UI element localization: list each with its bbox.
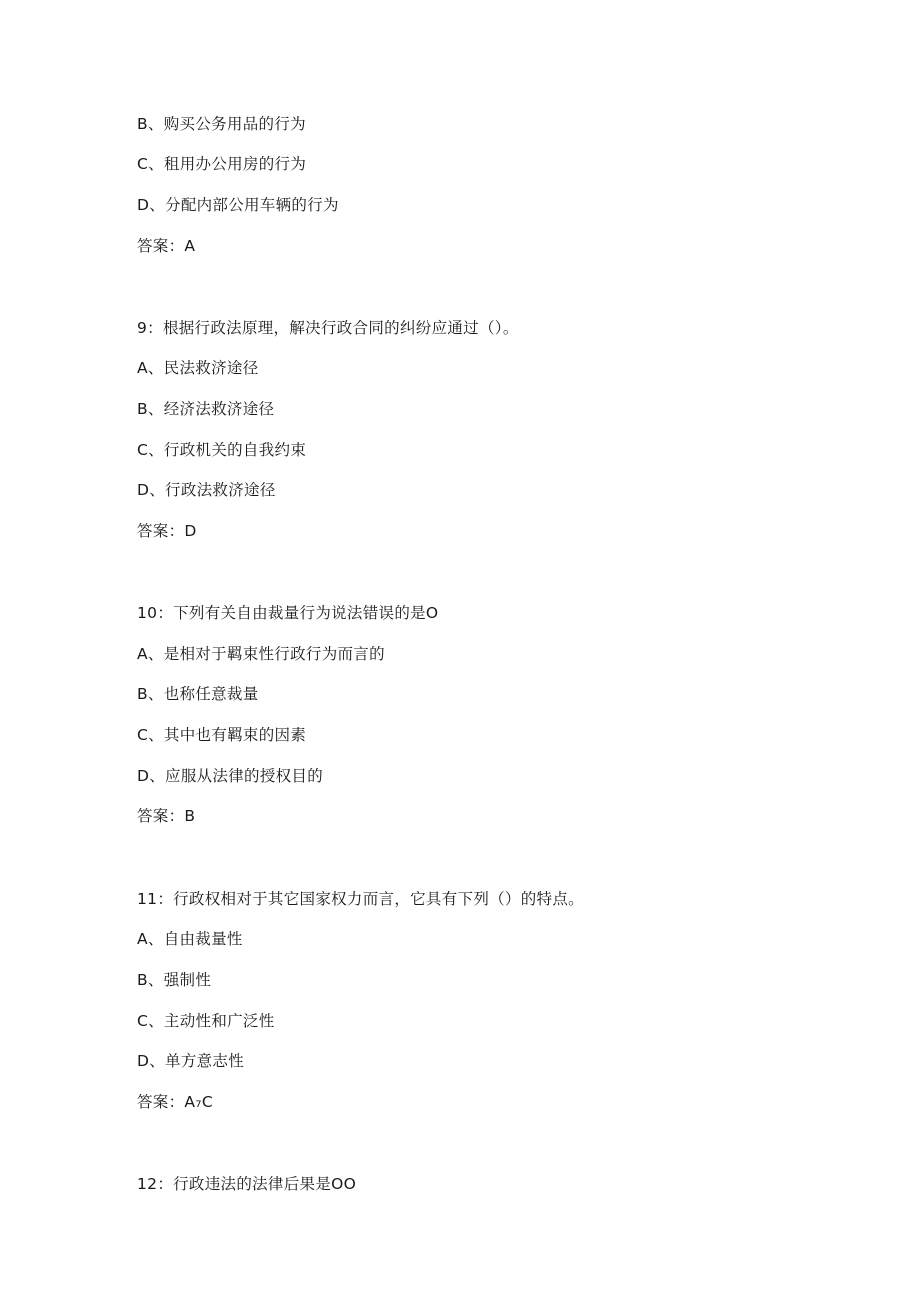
option-c-q10: C、其中也有羁束的因素: [137, 726, 307, 744]
option-a-q11: A、自由裁量性: [137, 930, 243, 948]
option-b-q9: B、经济法救济途径: [137, 400, 275, 418]
option-c-q8: C、租用办公用房的行为: [137, 155, 307, 173]
answer-q8: 答案：A: [137, 237, 196, 255]
answer-q10: 答案：B: [137, 807, 196, 825]
option-d-q11: D、单方意志性: [137, 1052, 245, 1070]
option-b-q11: B、强制性: [137, 971, 212, 989]
option-c-q9: C、行政机关的自我约束: [137, 441, 307, 459]
option-d-q8: D、分配内部公用车辆的行为: [137, 196, 339, 214]
option-d-q9: D、行政法救济途径: [137, 481, 276, 499]
answer-q9: 答案：D: [137, 522, 197, 540]
question-11: 11：行政权相对于其它国家权力而言，它具有下列（）的特点。: [137, 890, 584, 908]
option-a-q10: A、是相对于羁束性行政行为而言的: [137, 645, 385, 663]
option-d-q10: D、应服从法律的授权目的: [137, 767, 324, 785]
option-a-q9: A、民法救济途径: [137, 359, 259, 377]
question-10: 10：下列有关自由裁量行为说法错误的是O: [137, 604, 439, 622]
option-c-q11: C、主动性和广泛性: [137, 1012, 275, 1030]
question-12: 12：行政违法的法律后果是OO: [137, 1175, 357, 1193]
option-b-q10: B、也称任意裁量: [137, 685, 259, 703]
answer-q11: 答案：A₇C: [137, 1093, 213, 1111]
question-9: 9：根据行政法原理，解决行政合同的纠纷应通过（）。: [137, 319, 519, 337]
option-b-q8: B、购买公务用品的行为: [137, 115, 306, 133]
